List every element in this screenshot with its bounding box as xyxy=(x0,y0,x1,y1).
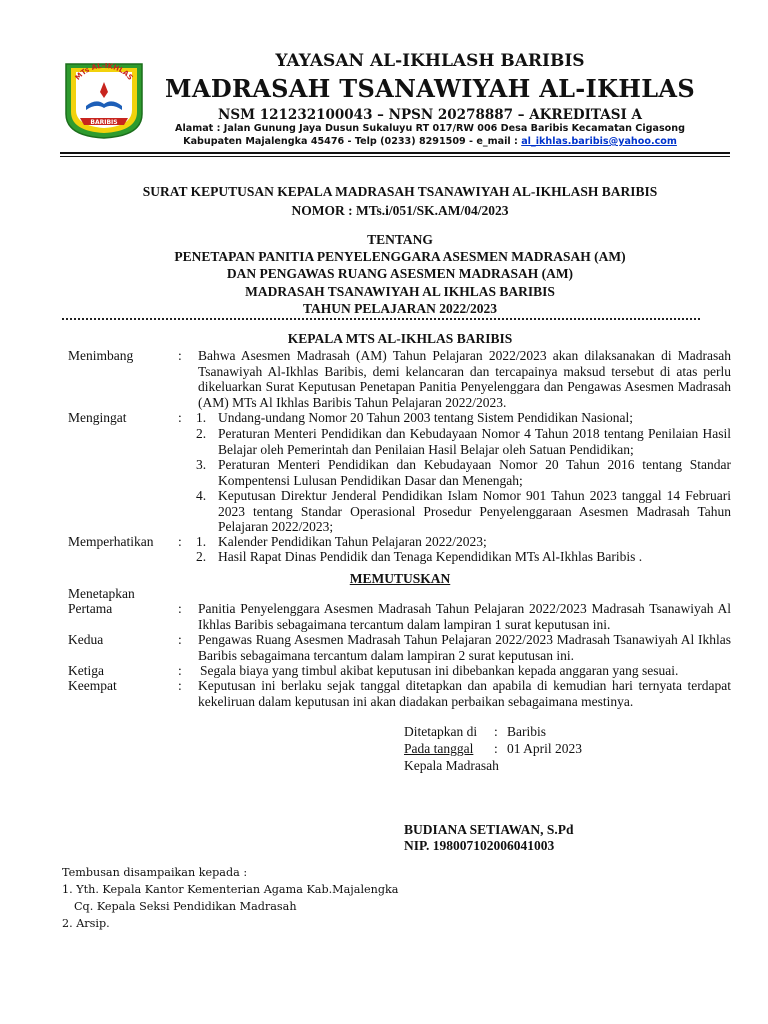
menimbang-label: Menimbang xyxy=(68,348,134,363)
kop-divider-thin xyxy=(60,156,730,157)
tembusan-heading: Tembusan disampaikan kepada : xyxy=(62,866,248,879)
mengingat-colon: : xyxy=(178,410,182,425)
kop-alamat-prefix: Kabupaten Majalengka 45476 - Telp (0233) 8291509 - e_mail : xyxy=(183,136,522,147)
tembusan-item: 2. Arsip. xyxy=(62,917,110,930)
mengingat-item xyxy=(196,488,731,535)
item-text: Peraturan Menteri Pendidikan dan Kebudayaan Nomor 4 Tahun 2018 tentang Penilaian Hasil Belajar oleh Pemerintah dan Penilaian Hasil Belajar oleh Satuan Pendidikan; xyxy=(218,426,731,457)
perihal-line2: DAN PENGAWAS RUANG ASESMEN MADRASAH (AM) xyxy=(226,266,574,281)
memperhatikan-item xyxy=(196,534,731,550)
item-number: 3. xyxy=(196,457,207,472)
tembusan-item: 1. Yth. Kepala Kantor Kementerian Agama Kab.Majalengka xyxy=(62,883,399,896)
perihal-line1: PENETAPAN PANITIA PENYELENGGARA ASESMEN MADRASAH (AM) xyxy=(174,249,626,264)
mengingat-item xyxy=(196,426,731,457)
ketiga-label: Ketiga xyxy=(68,663,104,678)
pertama-text: Panitia Penyelenggara Asesmen Madrasah Tahun Pelajaran 2022/2023 Madrasah Tsanawiyah Al Ikhlas Baribis sebagaimana tercantum dalam lampiran 1 surat keputusan ini. xyxy=(198,601,731,632)
jabatan-label: Kepala Madrasah xyxy=(404,758,499,773)
memutuskan-heading: MEMUTUSKAN xyxy=(349,571,451,586)
kedua-label: Kedua xyxy=(68,632,104,647)
kedua-text: Pengawas Ruang Asesmen Madrasah Tahun Pelajaran 2022/2023 Madrasah Tsanawiyah Al Ikhlas Baribis sebagaimana tercantum dalam lampiran 2 surat keputusan ini. xyxy=(198,632,731,663)
mengingat-item xyxy=(196,457,731,488)
pertama-label: Pertama xyxy=(68,601,113,616)
memperhatikan-item xyxy=(196,549,731,565)
surat-tentang: TENTANG xyxy=(367,232,433,247)
tanggal-colon: : xyxy=(494,741,498,756)
tembusan-item-sub: Cq. Kepala Seksi Pendidikan Madrasah xyxy=(74,900,297,913)
ditetapkan-value: Baribis xyxy=(507,724,546,739)
kop-madrasah: MADRASAH TSANAWIYAH AL-IKHLAS xyxy=(165,74,695,103)
item-text: Undang-undang Nomor 20 Tahun 2003 tentang Sistem Pendidikan Nasional; xyxy=(218,410,633,425)
item-text: Hasil Rapat Dinas Pendidik dan Tenaga Kependidikan MTs Al-Ikhlas Baribis . xyxy=(218,549,643,564)
surat-nomor: NOMOR : MTs.i/051/SK.AM/04/2023 xyxy=(291,203,509,218)
logo-top-text: MTs AL-IKHLAS xyxy=(73,61,135,82)
keempat-text: Keputusan ini berlaku sejak tanggal ditetapkan dan apabila di kemudian hari ternyata terdapat kekeliruan dalam keputusan ini akan diadakan perbaikan sebagaimana mestinya. xyxy=(198,678,731,709)
ditetapkan-colon: : xyxy=(494,724,498,739)
keempat-colon: : xyxy=(178,678,182,693)
email-link[interactable]: al_ikhlas.baribis@yahoo.com xyxy=(521,136,677,147)
item-number: 2. xyxy=(196,549,207,564)
memperhatikan-colon: : xyxy=(178,534,182,549)
item-number: 2. xyxy=(196,426,207,441)
penandatangan-nama: BUDIANA SETIAWAN, S.Pd xyxy=(404,822,574,837)
ditetapkan-label: Ditetapkan di xyxy=(404,724,478,739)
item-number: 4. xyxy=(196,488,207,503)
ketiga-colon: : xyxy=(178,663,182,678)
kop-alamat-line1: Alamat : Jalan Gunung Jaya Dusun Sukaluyu RT 017/RW 006 Desa Baribis Kecamatan Cigasong xyxy=(175,123,685,134)
pertama-colon: : xyxy=(178,601,182,616)
perihal-line3: MADRASAH TSANAWIYAH AL IKHLAS BARIBIS xyxy=(245,284,555,299)
madrasah-logo xyxy=(60,58,148,140)
menetapkan-label: Menetapkan xyxy=(68,586,135,601)
mengingat-label: Mengingat xyxy=(68,410,127,425)
item-text: Kalender Pendidikan Tahun Pelajaran 2022/2023; xyxy=(218,534,487,549)
logo-bottom-text: BARIBIS xyxy=(90,119,118,126)
kepala-heading: KEPALA MTS AL-IKHLAS BARIBIS xyxy=(287,331,513,346)
memperhatikan-label: Memperhatikan xyxy=(68,534,154,549)
item-text: Keputusan Direktur Jenderal Pendidikan Islam Nomor 901 Tahun 2023 tanggal 14 Februari 2023 tentang Standar Operasional Prosedur Penyelenggaraan Asesmen Madrasah Tahun Pelajaran 2022/2023; xyxy=(218,488,731,535)
item-text: Peraturan Menteri Pendidikan dan Kebudayaan Nomor 20 Tahun 2016 tentang Standar Kompentensi Lulusan Pendidikan Dasar dan Menengah; xyxy=(218,457,731,488)
mengingat-item xyxy=(196,410,731,426)
menimbang-text: Bahwa Asesmen Madrasah (AM) Tahun Pelajaran 2022/2023 akan dilaksanakan di Madrasah Tsanawiyah Al-Ikhlas Baribis, demi kelancaran dan tercapainya maksud tersebut di atas perlu dikeluarkan Surat Keputusan Penetapan Panitia Penyelenggara dan Pengawas Asesmen Madrasah (AM) MTs Al Ikhlas Baribis Tahun Pelajaran 2022/2023. xyxy=(198,348,731,411)
kop-divider-thick xyxy=(60,152,730,154)
menimbang-colon: : xyxy=(178,348,182,363)
tanggal-row xyxy=(404,741,586,757)
item-number: 1. xyxy=(196,534,207,549)
keempat-label: Keempat xyxy=(68,678,117,693)
penandatangan-nip: NIP. 198007102006041003 xyxy=(404,838,555,853)
tanggal-label: Pada tanggal xyxy=(404,741,474,756)
dotted-divider xyxy=(62,318,700,320)
kop-yayasan: YAYASAN AL-IKHLASH BARIBIS xyxy=(275,51,585,71)
kop-nsm: NSM 121232100043 – NPSN 20278887 – AKREDITASI A xyxy=(218,107,642,123)
perihal-line4: TAHUN PELAJARAN 2022/2023 xyxy=(302,301,497,316)
kop-alamat-line2 xyxy=(150,136,710,147)
item-number: 1. xyxy=(196,410,207,425)
surat-judul: SURAT KEPUTUSAN KEPALA MADRASAH TSANAWIYAH AL-IKHLASH BARIBIS xyxy=(142,184,658,199)
tanggal-value: 01 April 2023 xyxy=(507,741,583,756)
ketiga-text: Segala biaya yang timbul akibat keputusan ini dibebankan kepada anggaran yang sesuai. xyxy=(200,663,679,678)
kedua-colon: : xyxy=(178,632,182,647)
